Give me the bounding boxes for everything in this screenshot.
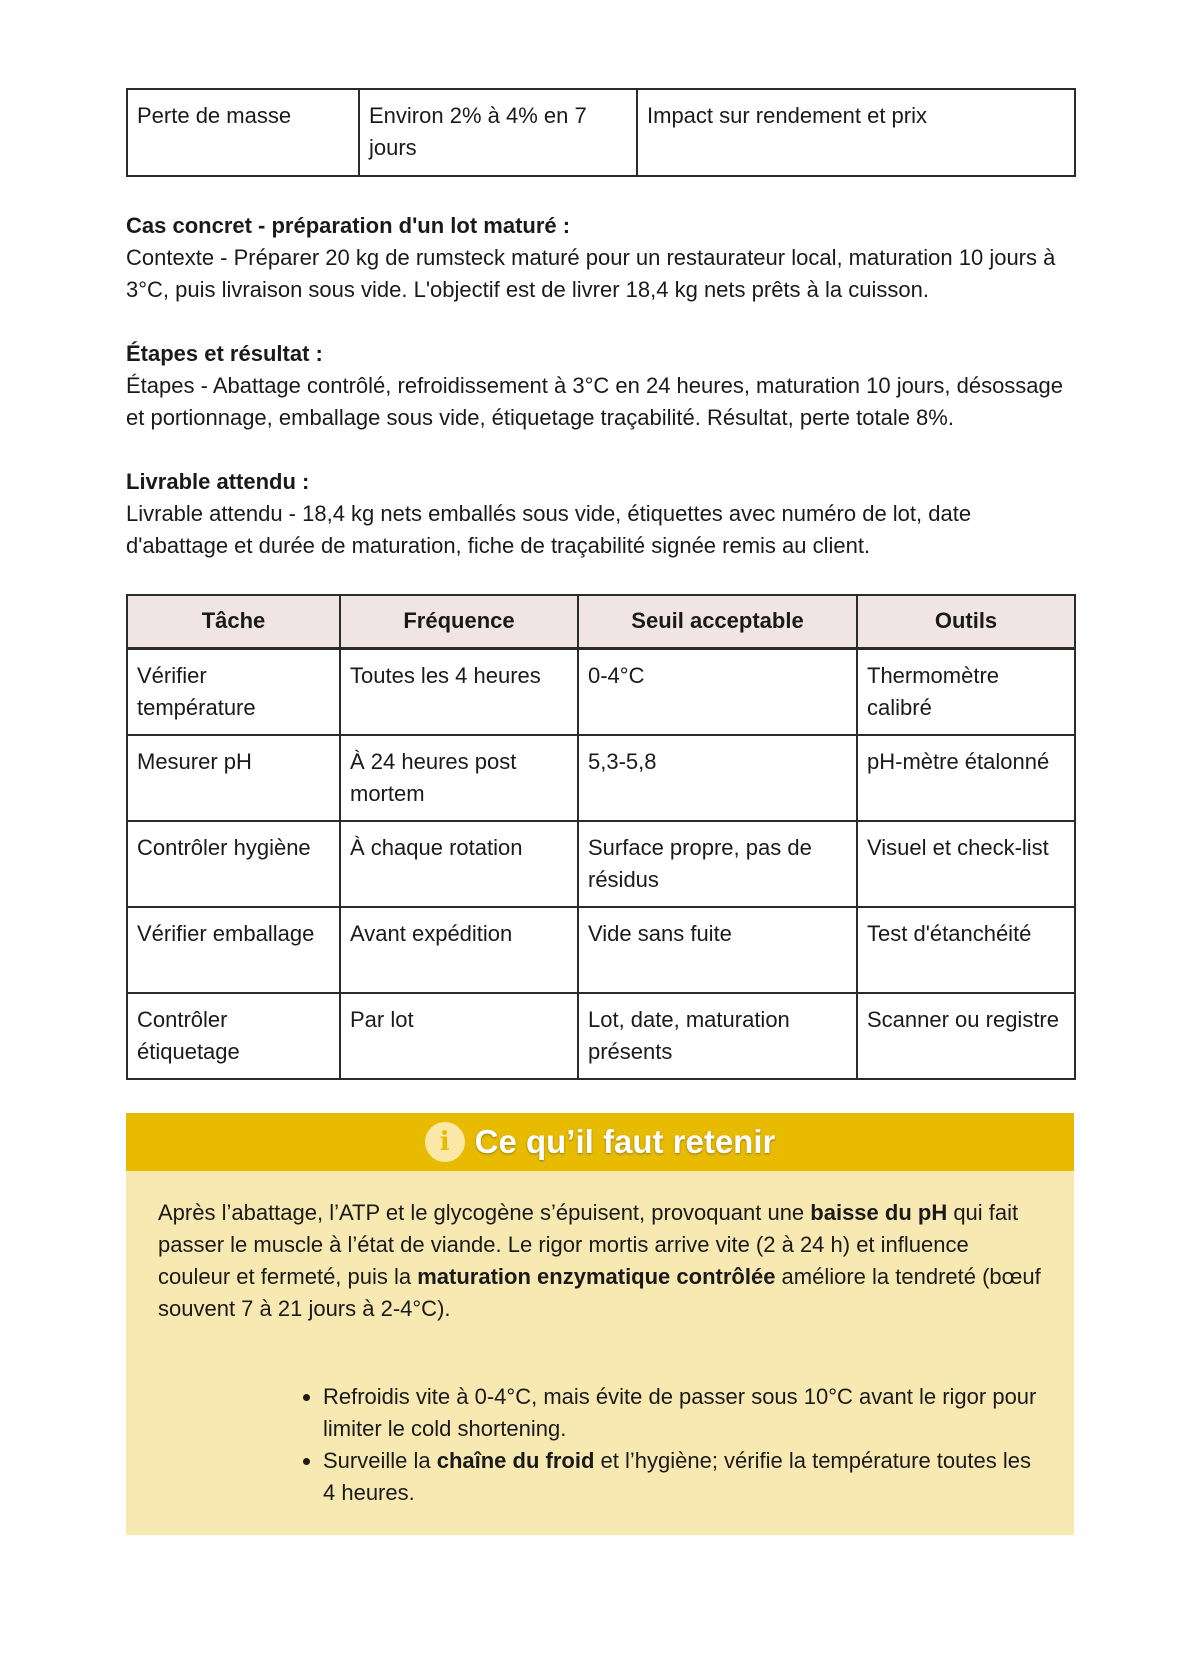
deliverable-section (126, 466, 1074, 562)
table-cell: Thermomètre calibré (857, 649, 1075, 736)
column-header: Tâche (127, 595, 340, 649)
table-cell: Surface propre, pas de résidus (578, 821, 857, 907)
list-item: • Refroidis vite à 0-4°C, mais évite de passer sous 10°C avant le rigor pour limiter le cold shortening. (323, 1381, 1042, 1445)
text-run: et l’hygiène; vérifie la température toutes les 4 heures. (323, 1448, 1031, 1505)
table-cell: Avant expédition (340, 907, 578, 993)
table-cell: Vide sans fuite (578, 907, 857, 993)
table-cell: À 24 heures post mortem (340, 735, 578, 821)
table-cell: À chaque rotation (340, 821, 578, 907)
table-row (127, 907, 1075, 993)
list-item (323, 1445, 1042, 1509)
table-cell: Test d'étanchéité (857, 907, 1075, 993)
steps-text: Étapes - Abattage contrôlé, refroidissement à 3°C en 24 heures, maturation 10 jours, désossage et portionnage, emballage sous vide, étiquetage traçabilité. Résultat, perte totale 8%. (126, 373, 1064, 430)
case-text: Contexte - Préparer 20 kg de rumsteck maturé pour un restaurateur local, maturation 10 jours à 3°C, puis livraison sous vide. L'objectif est de livrer 18,4 kg nets prêts à la cuisson. (126, 245, 1056, 302)
text-run: Surveille la (323, 1448, 437, 1473)
bold-text: maturation enzymatique contrôlée (417, 1264, 776, 1289)
key-takeaways-callout (126, 1113, 1074, 1535)
column-header: Outils (857, 595, 1075, 649)
table-row (127, 993, 1075, 1079)
table-cell: pH-mètre étalonné (857, 735, 1075, 821)
callout-header (126, 1113, 1074, 1171)
table-row (127, 821, 1075, 907)
column-header: Seuil acceptable (578, 595, 857, 649)
mass-loss-table (126, 88, 1076, 177)
table-cell: Contrôler étiquetage (127, 993, 340, 1079)
info-icon: i (425, 1122, 465, 1162)
document-content (126, 88, 1074, 1535)
table-row (127, 735, 1075, 821)
bold-text: chaîne du froid (436, 1448, 595, 1473)
table-cell: 0-4°C (578, 649, 857, 736)
table-cell: Par lot (340, 993, 578, 1079)
steps-section (126, 338, 1074, 434)
bold-text: baisse du pH (810, 1200, 948, 1225)
deliverable-heading: Livrable attendu : (126, 469, 310, 494)
steps-heading: Étapes et résultat : (126, 341, 323, 366)
table-cell: 5,3-5,8 (578, 735, 857, 821)
case-section (126, 210, 1074, 306)
text-run: Après l’abattage, l’ATP et le glycogène s’épuisent, provoquant une (158, 1200, 811, 1225)
text-run: qui fait passer le muscle à l’état de viande. Le rigor mortis arrive vite (2 à 24 h) et influence couleur et fermeté, puis la (158, 1200, 1019, 1289)
callout-title: Ce qu’il faut retenir (474, 1123, 776, 1160)
table-cell: Mesurer pH (127, 735, 340, 821)
table-cell: Lot, date, maturation présents (578, 993, 857, 1079)
tasks-table (126, 594, 1076, 1080)
table-row (127, 649, 1075, 736)
case-heading: Cas concret - préparation d'un lot maturé : (126, 213, 571, 238)
column-header: Fréquence (340, 595, 578, 649)
table-cell: Impact sur rendement et prix (637, 89, 1075, 176)
callout-body (126, 1171, 1074, 1509)
table-cell: Environ 2% à 4% en 7 jours (359, 89, 637, 176)
deliverable-text: Livrable attendu - 18,4 kg nets emballés sous vide, étiquettes avec numéro de lot, date d'abattage et durée de maturation, fiche de traçabilité signée remis au client. (126, 501, 972, 558)
table-cell: Visuel et check-list (857, 821, 1075, 907)
table-cell: Scanner ou registre (857, 993, 1075, 1079)
table-cell: Perte de masse (127, 89, 359, 176)
table-header-row (127, 595, 1075, 649)
table-row (127, 89, 1075, 176)
table-cell: Vérifier emballage (127, 907, 340, 993)
table-cell: Contrôler hygiène (127, 821, 340, 907)
callout-paragraph (158, 1197, 1042, 1325)
callout-bullet-list (158, 1381, 1042, 1509)
text-run: améliore la tendreté (bœuf souvent 7 à 21 jours à 2-4°C). (158, 1264, 1041, 1321)
table-cell: Toutes les 4 heures (340, 649, 578, 736)
table-cell: Vérifier température (127, 649, 340, 736)
